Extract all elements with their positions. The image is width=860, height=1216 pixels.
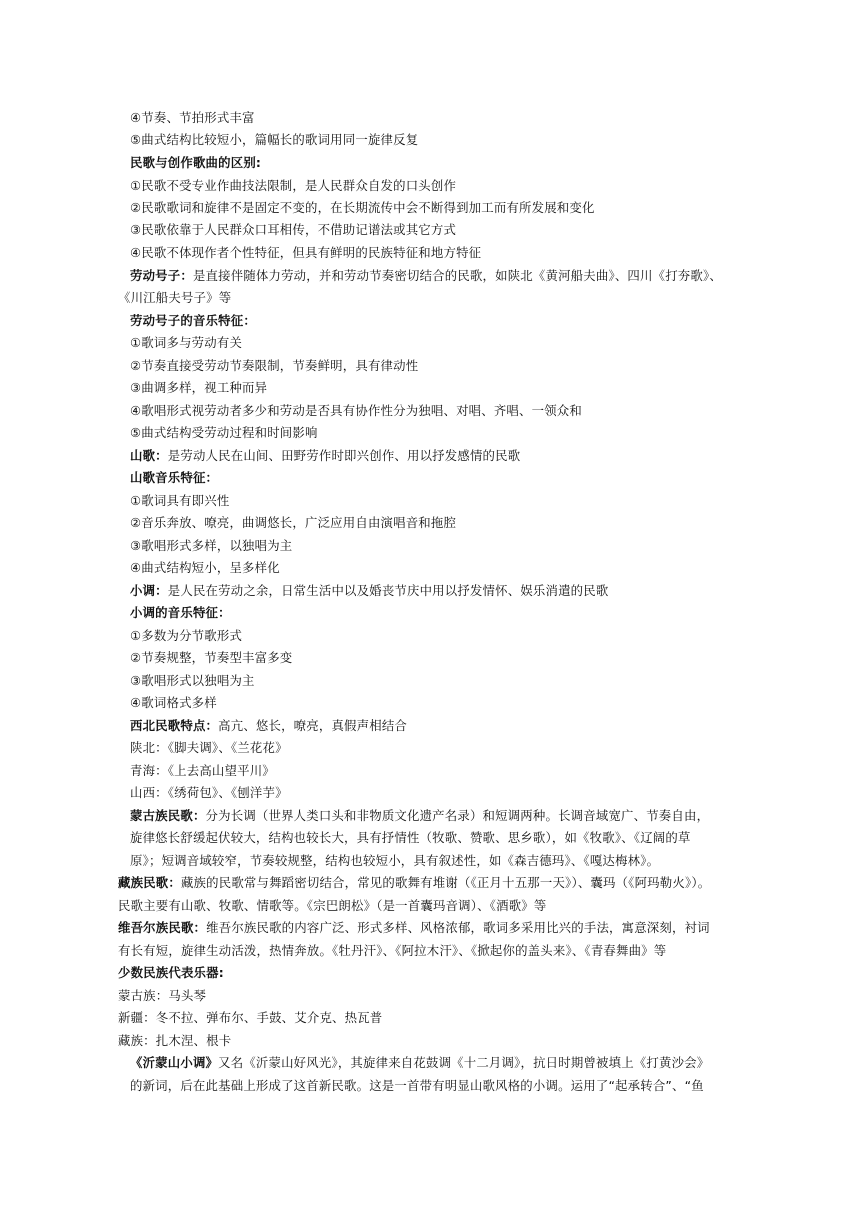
term-label: 《沂蒙山小调》: [130, 1055, 219, 1070]
text-line: ②音乐奔放、嘹亮，曲调悠长，广泛应用自由演唱音和拖腔: [130, 515, 457, 530]
text-line: ①民歌不受专业作曲技法限制，是人民群众自发的口头创作: [130, 178, 457, 193]
term-definition: 又名《沂蒙山好风光》，其旋律来自花鼓调《十二月调》，抗日时期曾被填上《打黄沙会》: [218, 1055, 710, 1070]
text-line: 青海：《上去高山望平川》: [130, 763, 275, 778]
paragraph-line: [130, 1055, 709, 1071]
paragraph-line: [130, 448, 520, 464]
text-line: ②节奏直接受劳动节奏限制，节奏鲜明，具有律动性: [130, 358, 419, 373]
paragraph-line: [118, 875, 710, 891]
paragraph-line: [130, 808, 709, 824]
section-heading: 民歌与创作歌曲的区别:: [130, 155, 262, 170]
text-line: 原》；短调音域较窄，节奏较规整，结构也较短小，具有叙述性，如《森吉德玛》、《嘎达梅林》。: [130, 853, 660, 868]
text-line: ④民歌不体现作者个性特征，但具有鲜明的民族特征和地方特征: [130, 245, 482, 260]
text-line: 《川江船夫号子》等: [118, 290, 232, 305]
term-definition: 高亢、悠长，嘹亮，真假声相结合: [218, 718, 407, 733]
text-line: ④歌词格式多样: [130, 695, 217, 710]
section-heading: 山歌音乐特征：: [130, 470, 219, 485]
text-line: ③曲调多样，视工种而异: [130, 380, 268, 395]
term-definition: 是人民在劳动之余，日常生活中以及婚丧节庆中用以抒发情怀、娱乐消遣的民歌: [167, 583, 609, 598]
term-label: 西北民歌特点：: [130, 718, 219, 733]
text-line: 新疆：冬不拉、弹布尔、手鼓、艾介克、热瓦普: [118, 1010, 383, 1025]
section-heading: 劳动号子的音乐特征：: [130, 313, 256, 328]
text-line: 的新词，后在此基础上形成了这首新民歌。这是一首带有明显山歌风格的小调。运用了“起承转合”、“鱼: [130, 1078, 704, 1093]
text-line: ⑤曲式结构比较短小，篇幅长的歌词用同一旋律反复: [130, 132, 419, 147]
paragraph-line: [118, 920, 710, 936]
paragraph-line: [130, 268, 722, 284]
text-line: ③民歌依靠于人民群众口耳相传，不借助记谱法或其它方式: [130, 222, 457, 237]
text-line: ④歌唱形式视劳动者多少和劳动是否具有协作性分为独唱、对唱、齐唱、一领众和: [130, 403, 582, 418]
term-definition: 是直接伴随体力劳动，并和劳动节奏密切结合的民歌，如陕北《黄河船夫曲》、四川《打夯歌》、: [192, 268, 722, 283]
text-line: ①歌词具有即兴性: [130, 493, 230, 508]
text-line: ③歌唱形式多样，以独唱为主: [130, 538, 293, 553]
text-line: 有长有短，旋律生动活泼，热情奔放。《牡丹汗》、《阿拉木汗》、《掀起你的盖头来》、《青春舞曲》等: [118, 943, 667, 958]
term-definition: 维吾尔族民歌的内容广泛、形式多样、风格浓郁，歌词多采用比兴的手法，寓意深刻，衬词: [206, 920, 710, 935]
paragraph-line: [130, 718, 407, 734]
text-line: 藏族：扎木涅、根卡: [118, 1033, 232, 1048]
term-label: 蒙古族民歌：: [130, 808, 206, 823]
text-line: 陕北：《脚夫调》、《兰花花》: [130, 740, 288, 755]
section-heading: 小调的音乐特征：: [130, 605, 231, 620]
term-label: 维吾尔族民歌：: [118, 920, 207, 935]
term-label: 藏族民歌：: [118, 875, 181, 890]
text-line: 蒙古族：马头琴: [118, 988, 207, 1003]
text-line: ③歌唱形式以独唱为主: [130, 673, 255, 688]
text-line: ②民歌歌词和旋律不是固定不变的，在长期流传中会不断得到加工而有所发展和变化: [130, 200, 595, 215]
text-line: 民歌主要有山歌、牧歌、情歌等。《宗巴朗松》（是一首囊玛音调）、《酒歌》等: [118, 898, 547, 913]
section-heading: 少数民族代表乐器:: [118, 965, 224, 980]
text-line: ①多数为分节歌形式: [130, 628, 243, 643]
term-definition: 分为长调（世界人类口头和非物质文化遗产名录）和短调两种。长调音域宽广、节奏自由，: [205, 808, 710, 823]
term-definition: 藏族的民歌常与舞蹈密切结合，常见的歌舞有堆谢（《正月十五那一天》）、囊玛（《阿玛勒火》）。: [180, 875, 711, 890]
text-line: ④曲式结构短小，呈多样化: [130, 560, 280, 575]
text-line: ⑤曲式结构受劳动过程和时间影响: [130, 425, 318, 440]
text-line: 山西：《绣荷包》、《刨洋芋》: [130, 785, 288, 800]
term-label: 山歌：: [130, 448, 168, 463]
term-definition: 是劳动人民在山间、田野劳作时即兴创作、用以抒发感情的民歌: [167, 448, 521, 463]
text-line: ②节奏规整，节奏型丰富多变: [130, 650, 293, 665]
paragraph-line: [130, 583, 608, 599]
text-line: ①歌词多与劳动有关: [130, 335, 243, 350]
term-label: 劳动号子：: [130, 268, 193, 283]
text-line: ④节奏、节拍形式丰富: [130, 110, 255, 125]
term-label: 小调：: [130, 583, 168, 598]
text-line: 旋律悠长舒缓起伏较大，结构也较长大，具有抒情性（牧歌、赞歌、思乡歌），如《牧歌》、《辽阔的草: [130, 830, 691, 845]
